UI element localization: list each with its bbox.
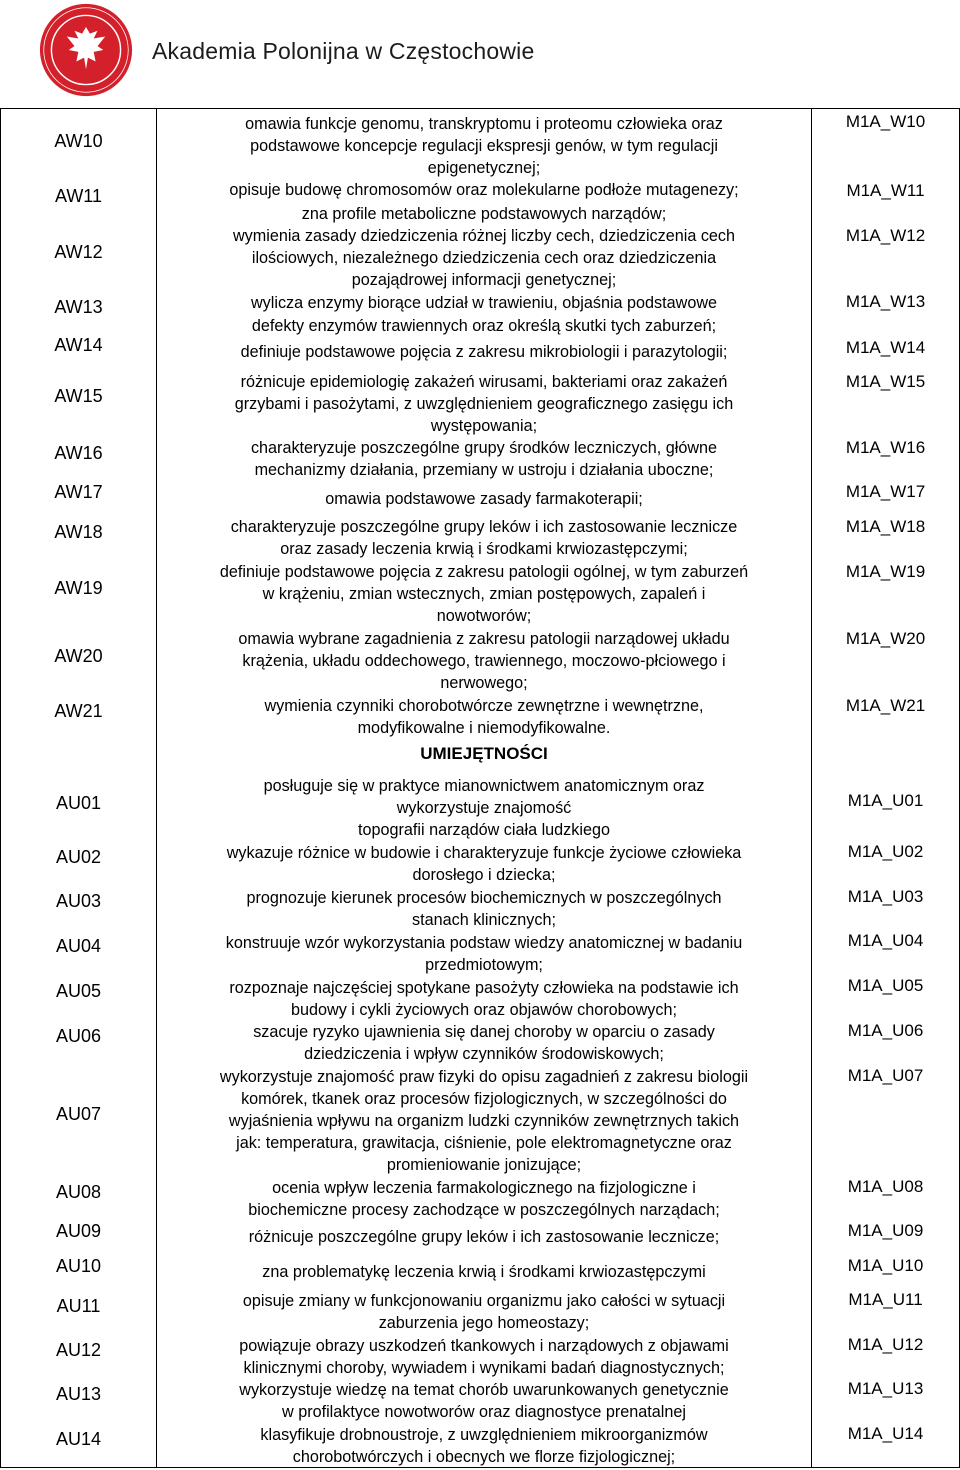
effect-reference: M1A_W16 xyxy=(845,438,926,457)
outcome-description-line: omawia wybrane zagadnienia z zakresu patologii narządowej układu xyxy=(238,630,730,648)
skill-description-line: powiązuje obrazy uszkodzeń tkankowych i narządowych z objawami xyxy=(239,1337,729,1355)
outcome-column xyxy=(812,109,960,1468)
outcome-code: AU04 xyxy=(55,936,102,956)
skill-description-line: opisuje zmiany w funkcjonowaniu organizmu jako całości w sytuacji xyxy=(242,1292,726,1310)
outcome-code: AW10 xyxy=(54,131,103,151)
effect-reference: M1A_U10 xyxy=(847,1256,924,1275)
effect-reference: M1A_U14 xyxy=(847,1424,924,1443)
outcome-description-line: mechanizmy działania, przemiany w ustroju i działania uboczne; xyxy=(254,461,714,479)
outcome-description-line: omawia funkcje genomu, transkryptomu i proteomu człowieka oraz xyxy=(245,115,723,133)
skill-description-line: wykorzystuje wiedzę na temat chorób uwarunkowanych genetycznie xyxy=(239,1381,729,1399)
outcome-code: AU11 xyxy=(56,1296,101,1316)
outcome-code: AU09 xyxy=(55,1221,102,1241)
outcome-description-line: epigenetycznej; xyxy=(427,159,541,177)
outcome-code: AW19 xyxy=(54,578,103,598)
effect-reference: M1A_U12 xyxy=(847,1335,924,1354)
outcome-description-line: modyfikowalne i niemodyfikowalne. xyxy=(357,719,611,737)
effect-reference: M1A_W12 xyxy=(845,226,926,245)
section-heading: UMIEJĘTNOŚCI xyxy=(420,744,548,763)
outcome-code: AU12 xyxy=(55,1340,102,1360)
outcome-code: AU08 xyxy=(55,1182,102,1202)
outcome-description-line: wymienia czynniki chorobotwórcze zewnętrzne i wewnętrzne, xyxy=(264,697,704,715)
effect-reference: M1A_U03 xyxy=(847,887,924,906)
outcome-description-line: występowania; xyxy=(430,417,538,435)
skill-description-line: zna problematykę leczenia krwią i środkami krwiozastępczymi xyxy=(262,1263,706,1281)
effect-reference: M1A_W10 xyxy=(845,112,926,131)
skill-description-line: klinicznymi choroby, wywiadem i wynikami badań diagnostycznych; xyxy=(243,1359,725,1377)
skill-description-line: wykorzystuje znajomość praw fizyki do opisu zagadnień z zakresu biologii xyxy=(219,1068,749,1086)
outcome-code: AW12 xyxy=(54,242,103,262)
skill-description-line: promieniowanie jonizujące; xyxy=(386,1156,582,1174)
outcome-description-line: krążenia, układu oddechowego, trawiennego, moczowo-płciowego i xyxy=(242,652,726,670)
skill-description-line: wyjaśnienia wpływu na organizm ludzki czynników zewnętrznych takich xyxy=(228,1112,740,1130)
skill-description-line: wykazuje różnice w budowie i charakteryzuje funkcje życiowe człowieka xyxy=(226,844,742,862)
effect-reference: M1A_W17 xyxy=(845,482,926,501)
skill-description-line: w profilaktyce nowotworów oraz diagnostyce prenatalnej xyxy=(282,1403,686,1421)
outcome-code: AW17 xyxy=(54,482,103,502)
outcome-description-line: grzybami i pasożytami, z uwzględnieniem geograficznego zasięgu ich xyxy=(234,395,734,413)
outcome-description-line: podstawowe koncepcje regulacji ekspresji genów, w tym regulacji xyxy=(250,137,718,155)
skill-description-line: stanach klinicznych; xyxy=(412,911,556,929)
effect-reference: M1A_W20 xyxy=(845,629,926,648)
outcome-code: AW14 xyxy=(54,335,103,355)
outcome-description-line: nowotworów; xyxy=(436,607,532,625)
skill-description-line: rozpoznaje najczęściej spotykane pasożyty człowieka na podstawie ich xyxy=(229,979,739,997)
outcome-code: AU13 xyxy=(55,1384,102,1404)
effect-reference: M1A_U11 xyxy=(848,1290,923,1309)
outcome-code: AU05 xyxy=(55,981,102,1001)
skill-description-line: biochemiczne procesy zachodzące w poszczególnych narządach; xyxy=(248,1201,720,1219)
effect-reference: M1A_U06 xyxy=(847,1021,924,1040)
skill-description-line: wykorzystuje znajomość xyxy=(396,799,572,817)
skill-description-line: topografii narządów ciała ludzkiego xyxy=(358,821,610,839)
learning-outcomes-table xyxy=(0,108,960,1468)
skill-description-line: jak: temperatura, grawitacja, ciśnienie, pole elektromagnetyczne oraz xyxy=(236,1134,732,1152)
page-header xyxy=(0,0,960,100)
outcome-code: AU14 xyxy=(55,1429,102,1449)
outcome-code: AW11 xyxy=(54,186,102,206)
skill-description-line: prognozuje kierunek procesów biochemicznych w poszczególnych xyxy=(246,889,722,907)
outcome-code: AW20 xyxy=(54,646,103,666)
effect-reference: M1A_W21 xyxy=(845,696,926,715)
skill-description-line: konstruuje wzór wykorzystania podstaw wiedzy anatomicznej w badaniu xyxy=(225,934,743,952)
code-column xyxy=(1,109,157,1468)
skill-description-line: dorosłego i dziecka; xyxy=(412,866,556,884)
effect-reference: M1A_U04 xyxy=(847,931,924,950)
outcome-description-line: defekty enzymów trawiennych oraz określą skutki tych zaburzeń; xyxy=(251,317,717,335)
outcome-code: AW16 xyxy=(54,443,103,463)
effect-reference: M1A_U08 xyxy=(847,1177,924,1196)
skill-description-line: ocenia wpływ leczenia farmakologicznego na fizjologiczne i xyxy=(272,1179,696,1197)
effect-reference: M1A_W19 xyxy=(845,562,926,581)
skill-description-line: posługuje się w praktyce mianownictwem anatomicznym oraz xyxy=(263,777,705,795)
skill-description-line: przedmiotowym; xyxy=(425,956,543,974)
outcome-description-line: zna profile metaboliczne podstawowych narządów; xyxy=(301,205,667,223)
description-column xyxy=(157,109,812,1468)
skill-description-line: różnicuje poszczególne grupy leków i ich zastosowanie lecznicze; xyxy=(248,1228,720,1246)
outcome-description-line: różnicuje epidemiologię zakażeń wirusami, bakteriami oraz zakażeń xyxy=(240,373,728,391)
outcome-description-line: oraz zasady leczenia krwią i środkami krwiozastępczymi; xyxy=(280,540,688,558)
outcome-code: AW15 xyxy=(54,386,103,406)
effect-reference: M1A_W18 xyxy=(845,517,926,536)
effect-reference: M1A_U01 xyxy=(847,791,924,810)
effect-reference: M1A_U07 xyxy=(847,1066,924,1085)
skill-description-line: klasyfikuje drobnoustroje, z uwzględnieniem mikroorganizmów xyxy=(260,1426,708,1444)
outcome-code: AU03 xyxy=(55,891,102,911)
skill-description-line: dziedziczenia i wpływ czynników środowiskowych; xyxy=(304,1045,664,1063)
skill-description-line: szacuje ryzyko ujawnienia się danej choroby w oparciu o zasady xyxy=(253,1023,715,1041)
outcome-code: AU10 xyxy=(55,1256,102,1276)
outcome-description-line: w krążeniu, zmian wstecznych, zmian postępowych, zapaleń i xyxy=(262,585,706,603)
outcome-description-line: charakteryzuje poszczególne grupy środków leczniczych, główne xyxy=(250,439,718,457)
outcome-description-line: definiuje podstawowe pojęcia z zakresu mikrobiologii i parazytologii; xyxy=(240,343,728,361)
outcome-description-line: wylicza enzymy biorące udział w trawieniu, objaśnia podstawowe xyxy=(250,294,718,312)
outcome-code: AU02 xyxy=(55,847,102,867)
outcome-code: AU07 xyxy=(55,1104,102,1124)
outcome-description-line: opisuje budowę chromosomów oraz molekularne podłoże mutagenezy; xyxy=(229,181,739,199)
effect-reference: M1A_W11 xyxy=(846,181,925,200)
outcome-description-line: nerwowego; xyxy=(440,674,528,692)
effect-reference: M1A_W14 xyxy=(845,338,926,357)
skill-description-line: komórek, tkanek oraz procesów fizjologicznych, w szczególności do xyxy=(241,1090,727,1108)
effect-reference: M1A_U02 xyxy=(847,842,924,861)
outcome-code: AW21 xyxy=(54,701,103,721)
effect-reference: M1A_U13 xyxy=(847,1379,924,1398)
outcome-description-line: wymienia zasady dziedziczenia różnej liczby cech, dziedziczenia cech xyxy=(232,227,736,245)
outcome-code: AW18 xyxy=(54,522,103,542)
outcome-description-line: omawia podstawowe zasady farmakoterapii; xyxy=(325,490,643,508)
effect-reference: M1A_U09 xyxy=(847,1221,924,1240)
skill-description-line: chorobotwórczych i obecnych we florze fizjologicznej; xyxy=(292,1448,676,1466)
skill-description-line: budowy i cykli życiowych oraz objawów chorobowych; xyxy=(291,1001,677,1019)
outcome-code: AU01 xyxy=(55,793,102,813)
outcome-description-line: pozajądrowej informacji genetycznej; xyxy=(351,271,617,289)
outcome-code: AU06 xyxy=(55,1026,102,1046)
outcome-description-line: ilościowych, niezależnego dziedziczenia cech oraz dziedziczenia xyxy=(251,249,717,267)
effect-reference: M1A_W13 xyxy=(845,292,926,311)
effect-reference: M1A_U05 xyxy=(847,976,924,995)
outcome-description-line: charakteryzuje poszczególne grupy leków i ich zastosowanie lecznicze xyxy=(230,518,738,536)
outcome-code: AW13 xyxy=(54,297,103,317)
effect-reference: M1A_W15 xyxy=(845,372,926,391)
page-title: Akademia Polonijna w Częstochowie xyxy=(152,38,535,64)
eagle-seal-icon xyxy=(38,2,134,98)
outcome-description-line: definiuje podstawowe pojęcia z zakresu patologii ogólnej, w tym zaburzeń xyxy=(219,563,749,581)
skill-description-line: zaburzenia jego homeostazy; xyxy=(378,1314,590,1332)
